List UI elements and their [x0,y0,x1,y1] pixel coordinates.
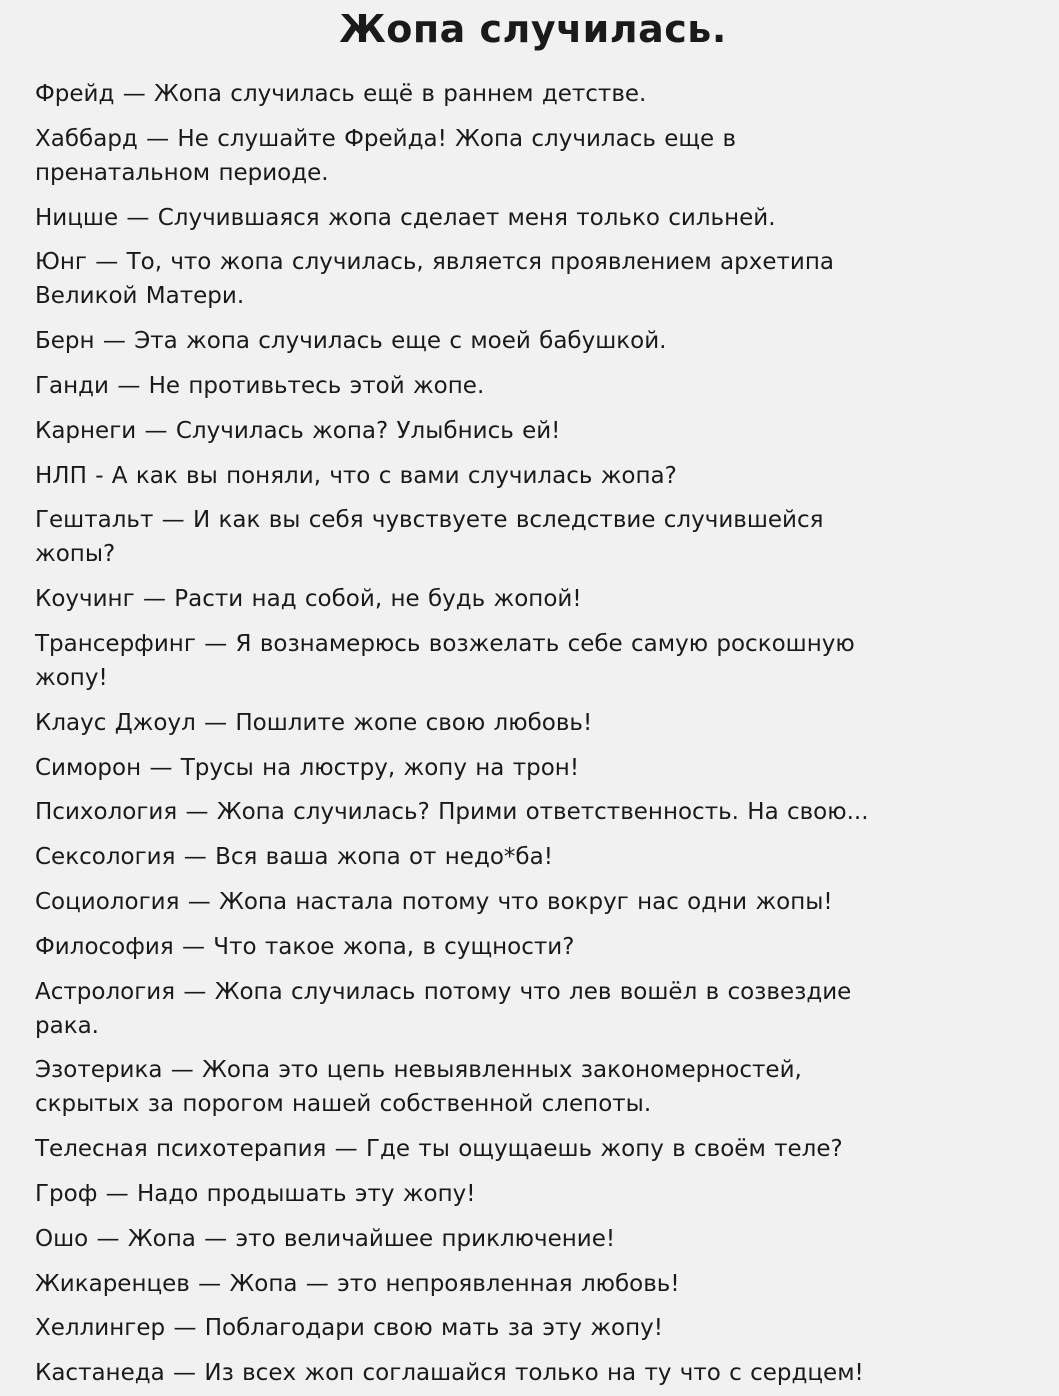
quote-entry: Социология — Жопа настала потому что вокруг нас одни жопы! [35,888,833,915]
quote-list [35,77,1031,1390]
quote-entry: Гештальт — И как вы себя чувствуете вследствие случившейся жопы? [35,507,824,568]
quote-entry: Астрология — Жопа случилась потому что лев вошёл в созвездие рака. [35,978,852,1039]
quote-entry: Ошо — Жопа — это величайшее приключение! [35,1225,616,1252]
quote-entry: Кастанеда — Из всех жоп соглашайся только на ту что с сердцем! [35,1360,864,1387]
page-title: Жопа случилась. [339,7,727,51]
quote-entry: Телесная психотерапия — Где ты ощущаешь жопу в своём теле? [35,1136,843,1163]
quote-entry: Трансерфинг — Я вознамерюсь возжелать себе самую роскошную жопу! [35,630,855,691]
quote-entry: Хеллингер — Поблагодари свою мать за эту жопу! [35,1315,663,1342]
quote-entry: Эзотерика — Жопа это цепь невыявленных закономерностей, скрытых за порогом нашей собственной слепоты. [35,1057,802,1118]
quote-entry: Ганди — Не противьтесь этой жопе. [35,372,485,399]
quote-entry: Клаус Джоул — Пошлите жопе свою любовь! [35,709,593,736]
quote-entry: Карнеги — Случилась жопа? Улыбнись ей! [35,417,561,444]
quote-entry: Ницше — Случившаяся жопа сделает меня только сильней. [35,204,776,231]
quote-entry: Берн — Эта жопа случилась еще с моей бабушкой. [35,328,667,355]
quote-entry: Философия — Что такое жопа, в сущности? [35,933,575,960]
quote-entry: Симорон — Трусы на люстру, жопу на трон! [35,754,580,781]
quote-entry: Фрейд — Жопа случилась ещё в раннем детстве. [35,81,647,107]
quote-entry: Коучинг — Расти над собой, не будь жопой! [35,586,582,613]
quote-entry: Гроф — Надо продышать эту жопу! [35,1180,476,1207]
quote-entry: Хаббард — Не слушайте Фрейда! Жопа случилась еще в пренатальном периоде. [35,125,737,186]
quote-entry: Сексология — Вся ваша жопа от недо*ба! [35,844,553,871]
quote-entry: Жикаренцев — Жопа — это непроявленная любовь! [35,1270,680,1297]
quote-entry: НЛП - А как вы поняли, что с вами случилась жопа? [35,462,677,489]
quote-entry: Психология — Жопа случилась? Прими ответственность. На свою... [35,799,869,826]
quote-entry: Юнг — То, что жопа случилась, является проявлением архетипа Великой Матери. [35,249,834,310]
